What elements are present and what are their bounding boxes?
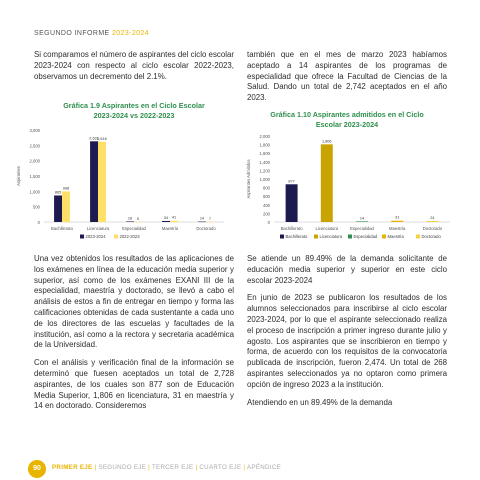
bar: [170, 221, 178, 222]
legend-label: Doctorado: [421, 234, 441, 239]
nav-separator: |: [241, 464, 247, 471]
y-tick-label: 0: [37, 220, 40, 225]
y-tick-label: 400: [263, 202, 270, 208]
legend-swatch: [280, 235, 284, 239]
paragraph-5: Se atiende un 89.49% de la demanda solicitante de educación media superior y superior en este ciclo escolar 2023-2024: [247, 254, 447, 285]
chart-2-title-line-1: Gráfica 1.10 Aspirantes admitidos en el Ciclo: [270, 110, 424, 119]
x-tick-label: Bachillerato: [280, 226, 303, 231]
data-label: 877: [288, 179, 295, 184]
nav-item[interactable]: CUARTO EJE: [199, 464, 242, 471]
bar: [162, 221, 170, 222]
data-label: 14: [199, 216, 205, 221]
paragraph-1: Si comparamos el número de aspirantes del ciclo escolar 2023-2024 con respecto al ciclo escolar 2022-2023, observamos un decremento del 2.1%.: [34, 50, 234, 81]
legend-swatch: [80, 235, 84, 239]
data-label: 18: [127, 216, 133, 221]
y-tick-label: 800: [263, 185, 270, 191]
bar: [426, 221, 438, 222]
data-label: 1,806: [322, 139, 332, 144]
y-tick-label: 1,500: [29, 174, 40, 179]
chart-1-title-line-2: 2023-2024 vs 2022-2023: [93, 110, 175, 120]
chart-aspirantes: [10, 122, 234, 244]
page-footer: [0, 458, 480, 480]
y-tick-label: 2,000: [29, 158, 40, 164]
nav-item[interactable]: SEGUNDO EJE: [98, 464, 147, 471]
paragraph-4: Con el análisis y verificación final de la información se determinó que fuesen aceptados un total de 2,728 aspirantes, de los cuales son 877 son de Educación Media Superior, 1,806 en licenciatura, 31 en maestría y 14 en doctorado. Consideremos: [34, 358, 234, 411]
data-label: 2,616: [97, 136, 107, 141]
y-tick-label: 500: [33, 204, 40, 210]
legend-label: Licenciatura: [319, 234, 343, 239]
y-tick-label: 1,000: [259, 177, 270, 182]
nav-separator: |: [146, 464, 152, 471]
paragraph-7: Atendiendo en un 89.49% de la demanda: [247, 397, 393, 407]
chart-2-title: [247, 110, 447, 129]
y-tick-label: 1,400: [259, 159, 270, 165]
legend-label: 2023-2024: [85, 234, 106, 239]
data-label: 31: [395, 215, 400, 220]
x-tick-label: Bachillerato: [51, 226, 73, 231]
header-years: 2023-2024: [111, 30, 150, 37]
y-tick-label: 600: [263, 194, 270, 200]
bar: [134, 222, 142, 223]
bar: [98, 142, 106, 222]
bar: [321, 144, 333, 222]
nav-item[interactable]: TERCER EJE: [151, 464, 194, 471]
chart-1-title: [34, 101, 234, 120]
legend-swatch: [314, 235, 318, 239]
y-axis-label: Aspirantes Admitidos: [246, 159, 251, 199]
right-column-top: [247, 50, 447, 111]
bar: [391, 221, 403, 222]
y-tick-label: 2,500: [29, 143, 40, 149]
chart-admitidos: [234, 130, 460, 244]
data-label: 14: [359, 216, 365, 221]
legend-label: Especialidad: [353, 234, 378, 239]
y-tick-label: 3,000: [29, 128, 40, 133]
section-nav: [52, 464, 281, 471]
data-label: 7: [208, 216, 212, 221]
data-label: 5: [136, 216, 140, 221]
x-tick-label: Doctorado: [422, 226, 443, 231]
nav-separator: |: [193, 464, 200, 471]
right-column-bottom: [247, 254, 447, 415]
y-tick-label: 1,600: [259, 151, 270, 157]
left-column-bottom: [34, 254, 234, 419]
paragraph-3: Una vez obtenidos los resultados de las aplicaciones de los exámenes en línea de la educación media superior y superior, así como de los exámenes EXANI III de la especialidad, maestría y doctorado, se llevó a cabo el análisis de estos a fin de entregar en tiempo y forma las calificaciones obtenidas de cada sustentante a cada uno de los directores de las escuelas y facultades de la institución, así como a la rectora y secretaria académica de la Universidad.: [34, 254, 234, 350]
x-tick-label: Maestría: [161, 226, 179, 231]
bar: [198, 222, 206, 223]
data-label: 34: [163, 215, 169, 220]
legend-swatch: [382, 235, 386, 239]
chart-2-title-line-2: Escolar 2023-2024: [315, 119, 379, 129]
nav-item[interactable]: APÉNDICE: [246, 464, 282, 471]
y-tick-label: 2,000: [259, 134, 270, 139]
y-tick-label: 1,000: [29, 189, 40, 195]
page-number: 90: [28, 460, 46, 478]
y-tick-label: 1,200: [259, 168, 270, 174]
bar: [126, 221, 134, 222]
bar: [206, 222, 214, 223]
header-prefix: SEGUNDO INFORME: [34, 30, 112, 37]
x-tick-label: Maestría: [389, 226, 406, 231]
legend-swatch: [416, 235, 420, 239]
data-label: 998: [62, 186, 70, 191]
bar: [356, 221, 368, 222]
legend-swatch: [114, 235, 118, 239]
running-header: [34, 30, 149, 37]
data-label: 865: [54, 190, 62, 195]
x-tick-label: Especialidad: [350, 226, 374, 231]
legend-label: 2022-2023: [119, 234, 140, 239]
nav-separator: |: [92, 464, 99, 471]
data-label: 2,631: [89, 136, 99, 141]
nav-item[interactable]: PRIMER EJE: [52, 464, 93, 471]
legend-label: Maestría: [387, 234, 404, 239]
bar: [54, 195, 62, 222]
legend-label: Bachillerato: [285, 234, 308, 239]
y-tick-label: 1,800: [259, 142, 270, 148]
data-label: 41: [171, 215, 177, 220]
paragraph-2: también que en el mes de marzo 2023 habíamos aceptado a 14 aspirantes de los programas de especialidad que ofrece la Facultad de Ciencias de la Salud. Dando un total de 2,742 aceptados en el año 2023.: [247, 50, 447, 103]
chart-1-title-line-1: Gráfica 1.9 Aspirantes en el Ciclo Escolar: [63, 101, 205, 110]
x-tick-label: Especialidad: [122, 226, 146, 231]
y-axis-label: Aspirantes: [16, 166, 21, 186]
x-tick-label: Licenciatura: [315, 226, 339, 231]
left-column-top: [34, 50, 234, 89]
bar: [286, 184, 298, 222]
bar: [90, 141, 98, 222]
y-tick-label: 200: [263, 211, 270, 217]
bar: [62, 191, 70, 222]
legend-swatch: [348, 235, 352, 239]
y-tick-label: 0: [267, 220, 270, 225]
x-tick-label: Doctorado: [196, 226, 216, 231]
paragraph-6: En junio de 2023 se publicaron los resultados de los alumnos seleccionados para inscribirse al ciclo escolar 2023-2024, por lo que el aspirante seleccionado realiza el proceso de inscripción a primer ingreso durante julio y agosto. Los aspirantes que se inscribieron en tiempo y forma, de acuerdo con los requisitos de la convocatoria publicada de inscripción, fueron 2,474. Un total de 268 aspirantes seleccionados ya no optaron como primera opción de ingreso 2023 a la institución.: [247, 293, 447, 389]
x-tick-label: Licenciatura: [86, 226, 110, 231]
data-label: 24: [430, 215, 435, 220]
